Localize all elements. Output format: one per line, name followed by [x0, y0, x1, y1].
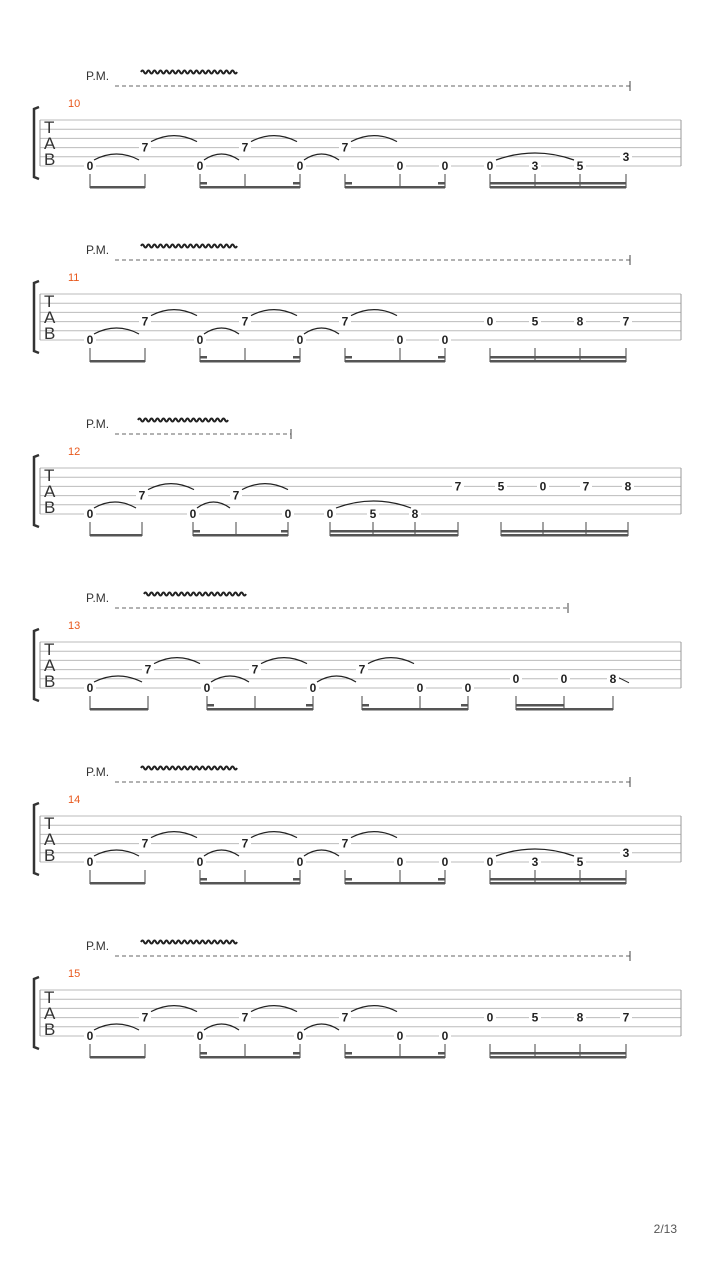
tab-clef-letter: A [44, 134, 56, 153]
beam-secondary [490, 878, 626, 881]
tab-clef-letter: B [44, 672, 56, 691]
fret-number: 0 [203, 681, 211, 695]
beam-primary [501, 534, 628, 537]
system-bracket [34, 629, 39, 701]
fret-number: 7 [144, 662, 152, 677]
fret-number: 0 [86, 159, 94, 173]
beam-primary [90, 708, 148, 711]
tab-clef-letter: T [44, 640, 55, 659]
fret-number: 3 [531, 855, 539, 869]
fret-number: 0 [396, 1029, 404, 1043]
fret-number: 5 [576, 855, 584, 869]
system-11 [34, 243, 681, 363]
beam-stub [438, 1052, 445, 1055]
fret-number: 5 [531, 1010, 539, 1025]
fret-number: 0 [396, 159, 404, 173]
tab-clef-letter: A [44, 482, 56, 501]
tab-clef-letter: T [44, 814, 55, 833]
fret-number: 7 [454, 479, 462, 494]
beam-stub [345, 356, 352, 359]
system-bracket [34, 281, 39, 353]
measure-number: 14 [68, 794, 81, 806]
beam-secondary [490, 356, 626, 359]
system-bracket [34, 455, 39, 527]
vibrato-squiggle [141, 767, 237, 770]
system-bracket [34, 803, 39, 875]
palm-mute-label: P.M. [86, 939, 110, 953]
beam-secondary [516, 704, 564, 707]
beam-primary [345, 882, 445, 885]
system-14 [34, 765, 681, 885]
tab-clef-letter: B [44, 846, 56, 865]
beam-stub [362, 704, 369, 707]
palm-mute-label: P.M. [86, 243, 110, 257]
fret-number: 0 [296, 1029, 304, 1043]
beam-stub [438, 356, 445, 359]
fret-number: 0 [284, 507, 292, 521]
fret-number: 7 [251, 662, 259, 677]
beam-primary [490, 360, 626, 363]
fret-number: 0 [560, 671, 568, 686]
system-10 [34, 69, 681, 189]
beam-primary [345, 360, 445, 363]
fret-number: 0 [396, 333, 404, 347]
beam-stub [293, 878, 300, 881]
vibrato-squiggle [141, 941, 237, 944]
beam-stub [345, 1052, 352, 1055]
fret-number: 0 [326, 507, 334, 521]
fret-number: 0 [86, 681, 94, 695]
fret-number: 3 [622, 149, 630, 164]
beam-stub [293, 356, 300, 359]
fret-number: 0 [486, 855, 494, 869]
measure-number: 11 [68, 272, 80, 284]
fret-number: 0 [86, 1029, 94, 1043]
fret-number: 8 [624, 479, 632, 494]
fret-number: 0 [86, 855, 94, 869]
measure-number: 15 [68, 968, 81, 980]
beam-primary [516, 708, 613, 711]
beam-primary [330, 534, 458, 537]
beam-primary [200, 360, 300, 363]
palm-mute-label: P.M. [86, 591, 110, 605]
fret-number: 0 [441, 1029, 449, 1043]
measure-number: 10 [68, 98, 81, 110]
fret-number: 0 [86, 333, 94, 347]
beam-stub [193, 530, 200, 533]
system-bracket [34, 107, 39, 179]
fret-number: 7 [241, 314, 249, 329]
fret-number: 0 [512, 671, 520, 686]
system-13 [34, 591, 681, 711]
tab-clef-letter: T [44, 292, 55, 311]
beam-secondary [490, 182, 626, 185]
beam-stub [461, 704, 468, 707]
fret-number: 7 [341, 140, 349, 155]
beam-primary [490, 1056, 626, 1059]
fret-number: 7 [232, 488, 240, 503]
beam-primary [200, 186, 300, 189]
fret-number: 8 [609, 671, 617, 686]
beam-primary [200, 882, 300, 885]
fret-number: 7 [582, 479, 590, 494]
beam-primary [345, 186, 445, 189]
fret-number: 0 [309, 681, 317, 695]
fret-number: 0 [486, 314, 494, 329]
beam-stub [293, 182, 300, 185]
beam-primary [362, 708, 468, 711]
beam-stub [438, 182, 445, 185]
fret-number: 8 [411, 507, 419, 521]
fret-number: 8 [576, 314, 584, 329]
fret-number: 0 [196, 333, 204, 347]
fret-number: 7 [341, 1010, 349, 1025]
tab-clef-letter: B [44, 498, 56, 517]
fret-number: 0 [539, 479, 547, 494]
system-12 [34, 417, 681, 537]
fret-number: 0 [464, 681, 472, 695]
beam-primary [90, 186, 145, 189]
fret-number: 3 [622, 845, 630, 860]
tab-clef-letter: B [44, 1020, 56, 1039]
fret-number: 7 [138, 488, 146, 503]
fret-number: 0 [296, 159, 304, 173]
beam-stub [200, 1052, 207, 1055]
tab-clef-letter: T [44, 118, 55, 137]
fret-number: 5 [576, 159, 584, 173]
vibrato-squiggle [144, 593, 246, 596]
fret-number: 0 [416, 681, 424, 695]
fret-number: 0 [196, 855, 204, 869]
beam-primary [90, 360, 145, 363]
tab-clef-letter: T [44, 466, 55, 485]
tab-clef-letter: A [44, 1004, 56, 1023]
beam-stub [293, 1052, 300, 1055]
tab-clef-letter: A [44, 830, 56, 849]
fret-number: 0 [196, 159, 204, 173]
beam-stub [207, 704, 214, 707]
fret-number: 0 [486, 1010, 494, 1025]
fret-number: 7 [241, 1010, 249, 1025]
fret-number: 0 [486, 159, 494, 173]
fret-number: 5 [369, 507, 377, 521]
fret-number: 7 [241, 836, 249, 851]
fret-number: 7 [141, 140, 149, 155]
beam-primary [90, 882, 145, 885]
fret-number: 0 [196, 1029, 204, 1043]
fret-number: 0 [441, 159, 449, 173]
fret-number: 7 [358, 662, 366, 677]
beam-primary [200, 1056, 300, 1059]
system-bracket [34, 977, 39, 1049]
fret-number: 0 [296, 855, 304, 869]
tab-clef-letter: B [44, 150, 56, 169]
tab-clef-letter: A [44, 656, 56, 675]
fret-number: 8 [576, 1010, 584, 1025]
palm-mute-label: P.M. [86, 765, 110, 779]
beam-primary [490, 186, 626, 189]
fret-number: 0 [86, 507, 94, 521]
fret-number: 7 [141, 1010, 149, 1025]
fret-number: 0 [396, 855, 404, 869]
beam-stub [345, 878, 352, 881]
beam-stub [200, 182, 207, 185]
beam-primary [193, 534, 288, 537]
fret-number: 0 [296, 333, 304, 347]
beam-secondary [490, 1052, 626, 1055]
measure-number: 12 [68, 446, 81, 458]
fret-number: 0 [441, 333, 449, 347]
measure-number: 13 [68, 620, 81, 632]
fret-number: 7 [622, 314, 630, 329]
fret-number: 7 [141, 314, 149, 329]
vibrato-squiggle [138, 419, 228, 422]
beam-stub [345, 182, 352, 185]
fret-number: 5 [531, 314, 539, 329]
palm-mute-label: P.M. [86, 69, 110, 83]
palm-mute-label: P.M. [86, 417, 110, 431]
fret-number: 7 [141, 836, 149, 851]
beam-primary [90, 534, 142, 537]
beam-stub [281, 530, 288, 533]
fret-number: 0 [189, 507, 197, 521]
tab-clef-letter: T [44, 988, 55, 1007]
beam-stub [200, 878, 207, 881]
beam-secondary [330, 530, 458, 533]
beam-primary [345, 1056, 445, 1059]
tab-clef-letter: B [44, 324, 56, 343]
beam-secondary [501, 530, 628, 533]
fret-number: 7 [341, 314, 349, 329]
vibrato-squiggle [141, 245, 237, 248]
system-15 [34, 939, 681, 1059]
beam-stub [200, 356, 207, 359]
fret-number: 7 [341, 836, 349, 851]
beam-primary [90, 1056, 145, 1059]
beam-primary [207, 708, 313, 711]
page-number: 2/13 [653, 1222, 677, 1236]
beam-stub [306, 704, 313, 707]
fret-number: 7 [241, 140, 249, 155]
beam-stub [438, 878, 445, 881]
fret-number: 3 [531, 159, 539, 173]
fret-number: 5 [497, 479, 505, 494]
fret-number: 0 [441, 855, 449, 869]
vibrato-squiggle [141, 71, 237, 74]
beam-primary [490, 882, 626, 885]
fret-number: 7 [622, 1010, 630, 1025]
tab-clef-letter: A [44, 308, 56, 327]
